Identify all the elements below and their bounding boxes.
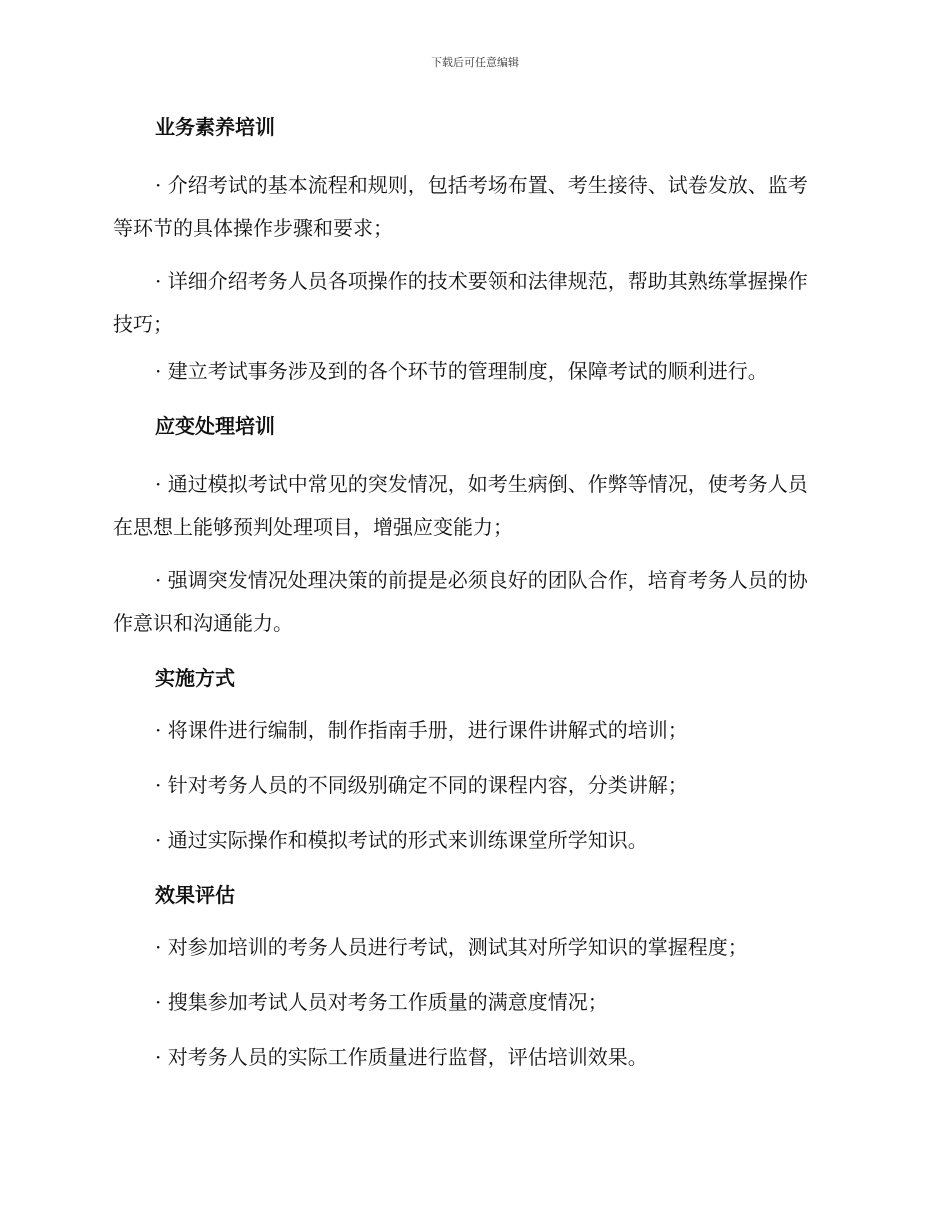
section-business (113, 112, 825, 386)
bullet-paragraph: · 详细介绍考务人员各项操作的技术要领和法律规范，帮助其熟练掌握操作技巧； (113, 269, 808, 336)
bullet-paragraph: · 强调突发情况处理决策的前提是必须良好的团队合作，培育考务人员的协作意识和沟通能力。 (113, 568, 808, 635)
document-body (113, 112, 825, 1097)
bullet-paragraph: · 对考务人员的实际工作质量进行监督，评估培训效果。 (155, 1045, 648, 1069)
bullet-paragraph: · 针对考务人员的不同级别确定不同的课程内容，分类讲解； (155, 773, 688, 797)
bullet-paragraph: · 建立考试事务涉及到的各个环节的管理制度，保障考试的顺利进行。 (155, 359, 768, 383)
bullet-paragraph: · 通过实际操作和模拟考试的形式来训练课堂所学知识。 (155, 828, 648, 852)
bullet-paragraph: · 对参加培训的考务人员进行考试，测试其对所学知识的掌握程度； (155, 935, 748, 959)
bullet-paragraph: · 将课件进行编制，制作指南手册，进行课件讲解式的培训； (155, 718, 688, 742)
bullet-paragraph: · 搜集参加考试人员对考务工作质量的满意度情况； (155, 990, 608, 1014)
section-contingency (113, 411, 825, 645)
section-implementation (113, 663, 825, 855)
section-evaluation (113, 880, 825, 1072)
section-title: 实施方式 (155, 666, 235, 690)
section-title: 效果评估 (155, 883, 235, 907)
page-header: 下载后可任意编辑 (431, 56, 519, 69)
bullet-paragraph: · 通过模拟考试中常见的突发情况，如考生病倒、作弊等情况，使考务人员在思想上能够预判处理项目，增强应变能力； (113, 472, 808, 539)
section-title: 业务素养培训 (155, 115, 275, 139)
bullet-paragraph: · 介绍考试的基本流程和规则，包括考场布置、考生接待、试卷发放、监考等环节的具体操作步骤和要求； (113, 173, 808, 240)
section-title: 应变处理培训 (155, 414, 275, 438)
